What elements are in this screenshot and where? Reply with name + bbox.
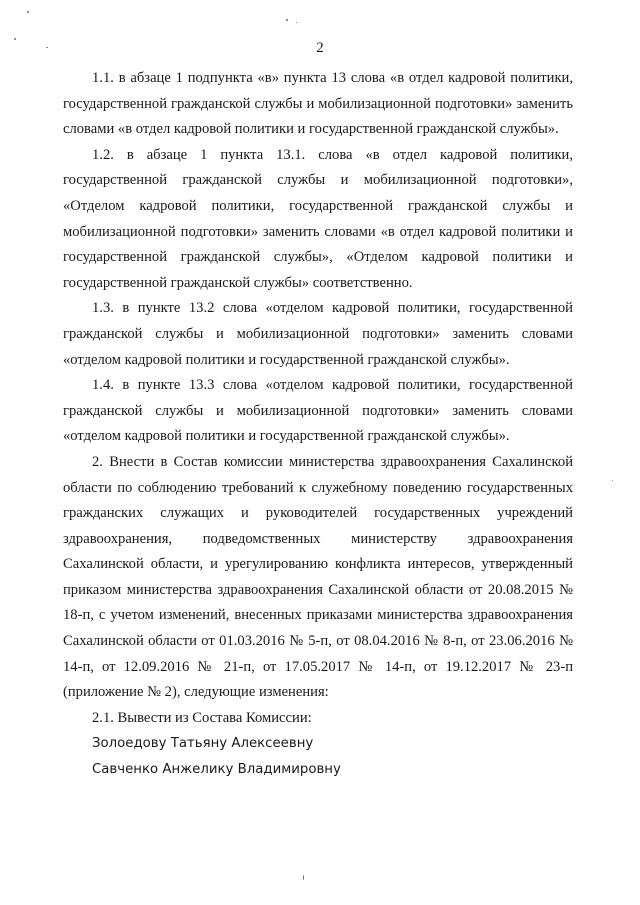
removed-member-name: Савченко Анжелику Владимировну [92, 762, 341, 778]
paragraph-2: 2. Внести в Состав комиссии министерства здравоохранения Сахалинской области по соблюдению требований к служебному поведению государственных гражданских служащих и руководителей государственных учреждений здравоохранения, подведомственных министерству здравоохранения Сахалинской области, и урегулированию конфликта интересов, утвержденный приказом министерства здравоохранения Сахалинской области от 20.08.2015 № 18-п, с учетом изменений, внесенных приказами министерства здравоохранения Сахалинской области от 01.03.2016 № 5-п, от 08.04.2016 № 8-п, от 23.06.2016 № 14-п, от 12.09.2016 № 21-п, от 17.05.2017 № 14-п, от 19.12.2017 № 23-п (приложение № 2), следующие изменения: [63, 453, 573, 701]
scan-noise [296, 22, 297, 23]
scan-noise [46, 47, 48, 48]
page-number: 2 [316, 40, 324, 56]
scan-noise [286, 19, 288, 21]
paragraph-1-1: 1.1. в абзаце 1 подпункта «в» пункта 13 слова «в отдел кадровой политики, государственной гражданской службы и мобилизационной подготовки» заменить словами «в отдел кадровой политики и государственной гражданской службы». [63, 70, 573, 138]
paragraph-1-3: 1.3. в пункте 13.2 слова «отделом кадровой политики, государственной гражданской службы и мобилизационной подготовки» заменить словами «отделом кадровой политики и государственной гражданской службы». [63, 300, 573, 368]
scan-noise [14, 38, 16, 40]
removed-member-name: Золоедову Татьяну Алексеевну [92, 736, 314, 752]
paragraph-2-1: 2.1. Вывести из Состава Комиссии: [92, 709, 312, 726]
scan-noise [612, 480, 613, 481]
scan-noise [27, 11, 29, 13]
scan-noise [303, 875, 304, 880]
paragraph-1-2: 1.2. в абзаце 1 пункта 13.1. слова «в отдел кадровой политики, государственной гражданской службы и мобилизационной подготовки», «Отделом кадровой политики, государственной гражданской службы и мобилизационной подготовки» заменить словами «в отдел кадровой политики и государственной гражданской службы», «Отделом кадровой политики и государственной гражданской службы» соответственно. [63, 146, 573, 291]
paragraph-1-4: 1.4. в пункте 13.3 слова «отделом кадровой политики, государственной гражданской службы и мобилизационной подготовки» заменить словами «отделом кадровой политики и государственной гражданской службы». [63, 377, 573, 445]
document-body [63, 66, 573, 783]
